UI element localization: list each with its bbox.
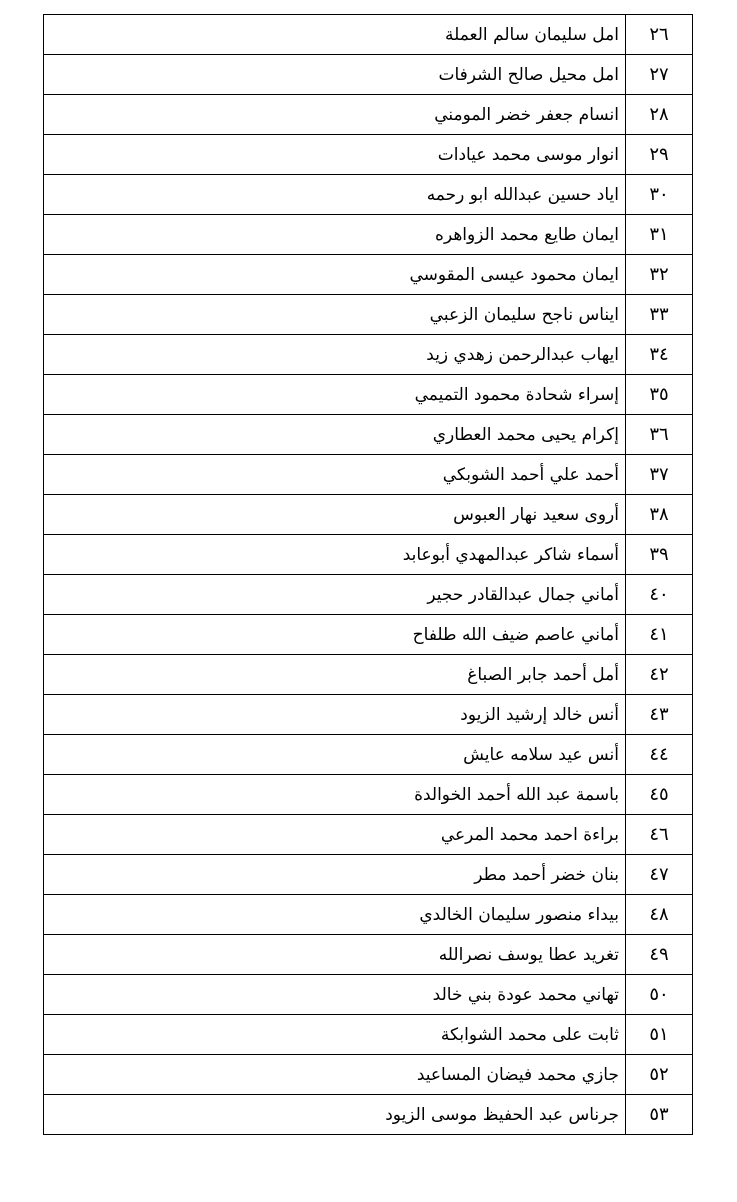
row-name: ايهاب عبدالرحمن زهدي زيد (44, 335, 626, 375)
row-name: إكرام يحيى محمد العطاري (44, 415, 626, 455)
row-number: ٤١ (626, 615, 693, 655)
table-row (44, 1095, 693, 1135)
row-number: ٥٣ (626, 1095, 693, 1135)
names-table (43, 14, 693, 1135)
row-number: ٣٢ (626, 255, 693, 295)
table-row (44, 255, 693, 295)
row-name: اياد حسين عبدالله ابو رحمه (44, 175, 626, 215)
table-row (44, 95, 693, 135)
row-name: ايمان محمود عيسى المقوسي (44, 255, 626, 295)
table-row (44, 815, 693, 855)
row-number: ٣٣ (626, 295, 693, 335)
row-name: انسام جعفر خضر المومني (44, 95, 626, 135)
table-row (44, 15, 693, 55)
table-row (44, 215, 693, 255)
row-number: ٥٢ (626, 1055, 693, 1095)
table-row (44, 735, 693, 775)
row-number: ٢٨ (626, 95, 693, 135)
row-name: انوار موسى محمد عيادات (44, 135, 626, 175)
row-number: ٥٠ (626, 975, 693, 1015)
row-number: ٤٢ (626, 655, 693, 695)
row-name: أسماء شاكر عبدالمهدي أبوعابد (44, 535, 626, 575)
row-name: براءة احمد محمد المرعي (44, 815, 626, 855)
row-name: تغريد عطا يوسف نصرالله (44, 935, 626, 975)
row-number: ٢٧ (626, 55, 693, 95)
table-row (44, 1015, 693, 1055)
row-number: ٤٦ (626, 815, 693, 855)
table-row (44, 455, 693, 495)
row-number: ٣٨ (626, 495, 693, 535)
row-number: ٤٣ (626, 695, 693, 735)
row-name: امل محيل صالح الشرفات (44, 55, 626, 95)
table-row (44, 415, 693, 455)
table-row (44, 975, 693, 1015)
table-row (44, 655, 693, 695)
row-name: أروى سعيد نهار العبوس (44, 495, 626, 535)
row-name: جازي محمد فيضان المساعيد (44, 1055, 626, 1095)
table-row (44, 55, 693, 95)
row-name: أماني عاصم ضيف الله طلفاح (44, 615, 626, 655)
row-number: ٤٧ (626, 855, 693, 895)
row-name: أنس خالد إرشيد الزيود (44, 695, 626, 735)
row-number: ٣٥ (626, 375, 693, 415)
row-number: ٣٦ (626, 415, 693, 455)
row-number: ٤٥ (626, 775, 693, 815)
row-name: امل سليمان سالم العملة (44, 15, 626, 55)
table-row (44, 615, 693, 655)
row-name: باسمة عبد الله أحمد الخوالدة (44, 775, 626, 815)
row-number: ٤٩ (626, 935, 693, 975)
table-row (44, 295, 693, 335)
row-number: ٣١ (626, 215, 693, 255)
table-row (44, 935, 693, 975)
row-number: ٤٤ (626, 735, 693, 775)
row-number: ٣٤ (626, 335, 693, 375)
names-table-container (43, 14, 693, 1135)
row-number: ٣٠ (626, 175, 693, 215)
row-number: ٤٨ (626, 895, 693, 935)
row-name: ثابت على محمد الشوابكة (44, 1015, 626, 1055)
row-name: ايناس ناجح سليمان الزعبي (44, 295, 626, 335)
table-row (44, 575, 693, 615)
table-row (44, 775, 693, 815)
row-name: بنان خضر أحمد مطر (44, 855, 626, 895)
row-name: أماني جمال عبدالقادر حجير (44, 575, 626, 615)
table-row (44, 175, 693, 215)
row-name: بيداء منصور سليمان الخالدي (44, 895, 626, 935)
table-row (44, 695, 693, 735)
table-row (44, 535, 693, 575)
row-number: ٤٠ (626, 575, 693, 615)
row-name: جرناس عبد الحفيظ موسى الزيود (44, 1095, 626, 1135)
row-name: ايمان طايع محمد الزواهره (44, 215, 626, 255)
table-row (44, 375, 693, 415)
row-number: ٢٦ (626, 15, 693, 55)
table-row (44, 495, 693, 535)
table-row (44, 135, 693, 175)
table-row (44, 895, 693, 935)
table-row (44, 1055, 693, 1095)
row-name: أمل أحمد جابر الصباغ (44, 655, 626, 695)
row-name: أنس عيد سلامه عايش (44, 735, 626, 775)
row-number: ٣٩ (626, 535, 693, 575)
row-number: ٥١ (626, 1015, 693, 1055)
names-table-body (44, 15, 693, 1135)
row-name: تهاني محمد عودة بني خالد (44, 975, 626, 1015)
row-number: ٣٧ (626, 455, 693, 495)
row-name: أحمد علي أحمد الشوبكي (44, 455, 626, 495)
row-name: إسراء شحادة محمود التميمي (44, 375, 626, 415)
table-row (44, 855, 693, 895)
table-row (44, 335, 693, 375)
row-number: ٢٩ (626, 135, 693, 175)
